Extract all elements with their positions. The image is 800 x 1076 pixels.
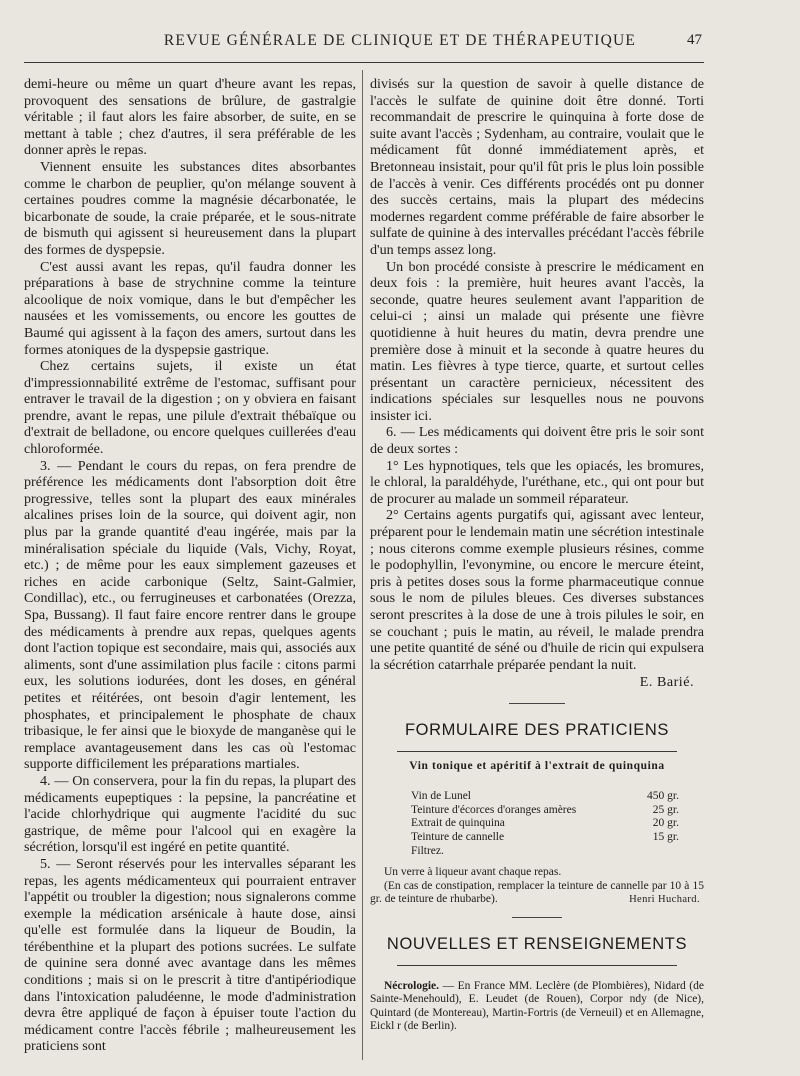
section-ornament: [509, 703, 565, 704]
nouvelles-rule: [397, 965, 677, 966]
page-number: 47: [687, 32, 702, 48]
recipe-item: [411, 790, 679, 804]
recipe-instruction: Filtrez.: [411, 844, 444, 857]
formula-title: Vin tonique et apéritif à l'extrait de quinquina: [409, 759, 665, 772]
news-item: [370, 980, 704, 1034]
paragraph: 5. — Seront réservés pour les intervalles séparant les repas, les agents médicamenteux qui pourraient entraver l'appétit ou troubler la digestion; nous signalerons comme exemple la médication arsénicale à haute dose, ainsi qu'elle est formulée dans la liqueur de Boudin, la térébenthine et la plupart des potions sucrées. Le sulfate de quinine sera donné avec avantage dans les mêmes conditions ; mais si on le prescrit à titre d'antipériodique dans l'intoxication paludéenne, le mode d'administration devra être appliqué de façon à épuiser toute l'action du médicament contre l'accès fébrile ; malheureusement les praticiens sont: [24, 855, 356, 1055]
formulaire-rule: [397, 751, 677, 752]
recipe-item: [411, 817, 679, 831]
news-text: — En France MM. Leclère (de Plombières), Nidard (de Sainte-Menehould), E. Leudet (de Rouen), Corpor ndy (de Nice), Quintard (de Montereau), Martin-Fortris (de Verneuil) et en Allemagne, Eickl r (de Berlin).: [370, 979, 704, 1033]
article-signature: E. Barié.: [639, 674, 694, 691]
running-head: [0, 32, 800, 54]
news-label: Nécrologie.: [384, 979, 440, 992]
paragraph: 1° Les hypnotiques, tels que les opiacés, les bromures, le chloral, la paraldéhyde, l'uréthane, etc., qui ont pour but de procurer au malade un sommeil réparateur.: [370, 457, 704, 507]
recipe-item: [411, 831, 679, 845]
paragraph: 3. — Pendant le cours du repas, on fera prendre de préférence les médicaments dont l'absorption doit être progressive, telles sont la plupart des eaux minérales alcalines prises loin de la source, qui doivent agir, non plus par la grande quantité d'eau ingérée, mais par la minéralisation spéciale du liquide (Vals, Vichy, Royat, etc.) ; de même pour les eaux simplement gazeuses et riches en acide carbonique (Seltz, Saint-Galmier, Condillac), etc., ou ferrugineuses et carbonatées (Orezza, Spa, Bussang). Il faut faire encore rentrer dans le groupe des médicaments à prendre aux repas, quelques agents dont l'action topique est secondaire, mais qui, associés aux aliments, sont d'une assimilation plus facile : citons parmi eux, les solutions iodurées, dont les doses, en général petites et réitérées, ont besoin d'agir lentement, les phosphates, et principalement le phosphate de chaux tribasique, le fer ainsi que le bioxyde de manganèse qui le remplace avantageusement dans les cas où l'estomac supporte difficilement les préparations martiales.: [24, 457, 356, 773]
paragraph: demi-heure ou même un quart d'heure avant les repas, provoquent des sensations de brûlure, de gastralgie véritable ; il faut alors les faire absorber, de suite, en se mettant à table ; chez d'autres, il sera préférable de les donner après le repas.: [24, 76, 356, 159]
recipe-item: [411, 845, 679, 859]
recipe-ingredient: Extrait de quinquina: [411, 817, 505, 830]
recipe-ingredient: Teinture d'écorces d'oranges amères: [411, 803, 577, 816]
recipe-quantity: 25 gr.: [652, 803, 679, 816]
paragraph: divisés sur la question de savoir à quelle distance de l'accès le sulfate de quinine doit être donné. Torti recommandait de prescrire le quinquina à forte dose de suite avant l'accès ; Sydenham, au contraire, voulait que le médicament fût donné immédiatement après, et Bretonneau insistait, pour qu'il fût pris le plus loin possible de l'accès à venir. Ces différents procédés ont pu donner des succès certains, mais la plupart des médecins modernes regardent comme préférable de faire absorber le sulfate de quinine à des intervalles précédant l'accès fébrile d'un temps assez long.: [370, 76, 704, 258]
left-column: [24, 76, 356, 1055]
paragraph: Viennent ensuite les substances dites absorbantes comme le charbon de peuplier, qu'on mélange souvent à certaines poudres comme la magnésie décarbonatée, le bicarbonate de soude, la craie préparée, et le sous-nitrate de bismuth qui agissent si heureusement dans la plupart des formes de dyspepsie.: [24, 158, 356, 258]
nouvelles-heading: NOUVELLES ET RENSEIGNEMENTS: [386, 934, 688, 953]
paragraph: 2° Certains agents purgatifs qui, agissant avec lenteur, préparent pour le lendemain matin une sécrétion intestinale ; nous citerons comme exemple plusieurs résines, comme le podophyllin, l'evonymine, ou encore le mercure éteint, pris à petites doses sous la forme pharmaceutique connue sous le nom de pilules bleues. Ces diverses substances seront prescrites à la dose de une à trois pilules le soir, en se couchant ; puis le matin, au réveil, le malade prendra une petite quantité de séné ou d'huile de ricin qui expulsera la sécrétion catarrhale préparée pendant la nuit.: [370, 507, 704, 673]
recipe-quantity: 450 gr.: [647, 790, 679, 803]
paragraph: Chez certains sujets, il existe un état d'impressionnabilité extrême de l'estomac, suffisant pour entraver le travail de la digestion ; on y obviera en faisant prendre, avant le repas, une pilule d'extrait thébaïque ou d'extrait de belladone, ou encore quelques cuillerées d'eau chloroformée.: [24, 358, 356, 458]
running-title: REVUE GÉNÉRALE DE CLINIQUE ET DE THÉRAPEUTIQUE: [163, 32, 637, 49]
column-divider: [362, 70, 363, 1060]
header-rule: [24, 62, 704, 63]
formula-note: [370, 866, 704, 907]
recipe-quantity: [631, 845, 679, 859]
right-column: [370, 76, 704, 1034]
formula-remark-text: (En cas de constipation, remplacer la teinture de cannelle par 10 à 15 gr. de teinture de rhubarbe).: [370, 879, 704, 906]
formulaire-heading: FORMULAIRE DES PRATICIENS: [404, 720, 670, 739]
paragraph: Un bon procédé consiste à prescrire le médicament en deux fois : la première, huit heures avant l'accès, la seconde, quatre heures seulement avant l'apparition de celui-ci ; ainsi un malade qui présente une fièvre quotidienne à huit heures du matin, devra prendre une première dose à minuit et la seconde à quatre heures du matin. Les fièvres à type tierce, quarte, et surtout celles présentant un caractère pernicieux, nécessitent des indications spéciales sur lesquelles nous ne pouvons insister ici.: [370, 258, 704, 424]
recipe-ingredient: Vin de Lunel: [411, 790, 471, 803]
recipe-quantity: 15 gr.: [652, 830, 679, 843]
section-ornament: [512, 917, 562, 918]
paragraph: C'est aussi avant les repas, qu'il faudra donner les préparations à base de strychnine comme la teinture alcoolique de noix vomique, dans le but d'empêcher les nausées et les vomissements, ou encore les gouttes de Baumé qui agissent à la façon des amers, surtout dans les formes atoniques de la dyspepsie gastrique.: [24, 258, 356, 358]
recipe-item: [411, 804, 679, 818]
formula-dose: Un verre à liqueur avant chaque repas.: [384, 866, 562, 879]
recipe-quantity: 20 gr.: [652, 817, 679, 830]
formula-remark: [370, 880, 704, 907]
paragraph: 4. — On conservera, pour la fin du repas, la plupart des médicaments eupeptiques : la pepsine, la pancréatine et l'acide chlorhydrique qui augmente l'acidité du suc gastrique, de même pour l'alcool qui en exagère la sécrétion, lorsqu'il est ingéré en petite quantité.: [24, 772, 356, 856]
formula-author: Henri Huchard.: [629, 894, 700, 906]
paragraph: 6. — Les médicaments qui doivent être pris le soir sont de deux sortes :: [370, 424, 704, 458]
recipe-list: [411, 790, 679, 858]
recipe-ingredient: Teinture de cannelle: [411, 830, 505, 843]
